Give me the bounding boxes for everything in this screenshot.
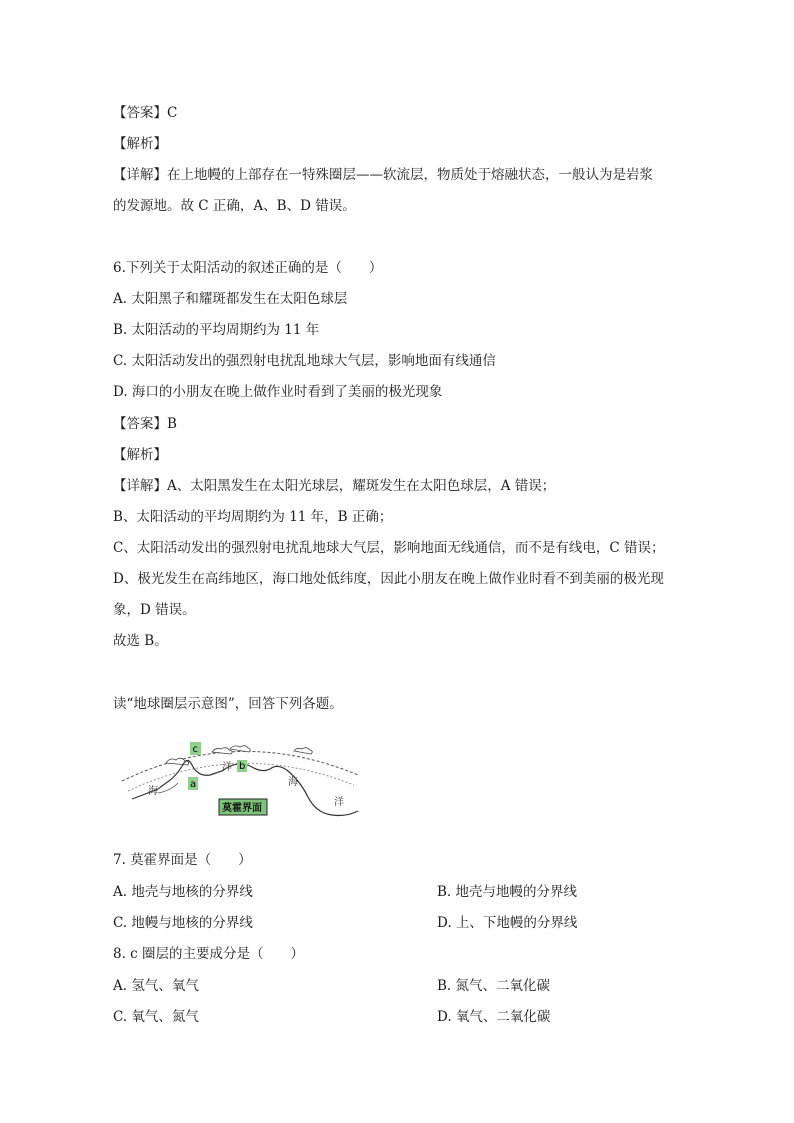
q8-option-c: C. 氧气、氮气 bbox=[113, 1009, 199, 1025]
moho-label: 莫霍界面 bbox=[222, 803, 262, 814]
q6-option-d: D. 海口的小朋友在晚上做作业时看到了美丽的极光现象 bbox=[113, 384, 443, 400]
q6-detail-line-6: 故选 B。 bbox=[113, 633, 168, 649]
q8-option-b: B. 氮气、二氧化碳 bbox=[437, 978, 551, 994]
q5-detail-line-1: 【详解】在上地幔的上部存在一特殊圈层——软流层，物质处于熔融状态，一般认为是岩浆 bbox=[113, 167, 653, 183]
word-yang-2: 洋 bbox=[334, 797, 344, 808]
label-a: a bbox=[190, 779, 197, 790]
q6-detail-line-3: C、太阳活动发出的强烈射电扰乱地球大气层，影响地面无线通信，而不是有线电，C 错误； bbox=[113, 540, 665, 556]
q7-option-c: C. 地幔与地核的分界线 bbox=[113, 915, 253, 931]
q6-analysis-title: 【解析】 bbox=[113, 447, 167, 463]
q6-detail-line-1: 【详解】A、太阳黑发生在太阳光球层，耀斑发生在太阳色球层，A 错误； bbox=[113, 478, 556, 494]
q7-stem: 7. 莫霍界面是（ ） bbox=[113, 852, 252, 868]
q6-detail-line-5: 象，D 错误。 bbox=[113, 602, 196, 618]
q8-option-d: D. 氧气、二氧化碳 bbox=[437, 1009, 551, 1025]
label-c: c bbox=[192, 744, 198, 755]
cloud-icon bbox=[294, 748, 312, 754]
reading-intro: 读“地球圈层示意图”，回答下列各题。 bbox=[113, 696, 343, 712]
q6-option-c: C. 太阳活动发出的强烈射电扰乱地球大气层，影响地面有线通信 bbox=[113, 353, 496, 369]
earth-layers-diagram bbox=[118, 733, 362, 823]
q5-analysis-title: 【解析】 bbox=[113, 136, 167, 152]
seafloor-line bbox=[158, 783, 178, 793]
q6-option-b: B. 太阳活动的平均周期约为 11 年 bbox=[113, 322, 320, 338]
label-b: b bbox=[239, 761, 246, 772]
word-hai-1: 海 bbox=[148, 786, 158, 797]
q5-detail-line-2: 的发源地。故 C 正确，A、B、D 错误。 bbox=[113, 198, 356, 214]
word-hai-2: 海 bbox=[288, 777, 298, 788]
q8-stem: 8. c 圈层的主要成分是（ ） bbox=[113, 946, 305, 962]
q6-option-a: A. 太阳黑子和耀斑都发生在太阳色球层 bbox=[113, 291, 348, 307]
word-yang-1: 洋 bbox=[222, 762, 232, 773]
q7-option-b: B. 地壳与地幔的分界线 bbox=[437, 884, 578, 900]
q7-option-d: D. 上、下地幔的分界线 bbox=[437, 915, 578, 931]
q5-answer: 【答案】C bbox=[113, 105, 178, 121]
q6-stem: 6.下列关于太阳活动的叙述正确的是（ ） bbox=[113, 260, 383, 276]
q6-detail-line-4: D、极光发生在高纬地区，海口地处低纬度，因此小朋友在晚上做作业时看不到美丽的极光现 bbox=[113, 571, 664, 587]
q6-detail-line-2: B、太阳活动的平均周期约为 11 年，B 正确； bbox=[113, 509, 393, 525]
q6-answer: 【答案】B bbox=[113, 416, 177, 432]
q8-option-a: A. 氢气、氧气 bbox=[113, 978, 199, 994]
q7-option-a: A. 地壳与地核的分界线 bbox=[113, 884, 253, 900]
